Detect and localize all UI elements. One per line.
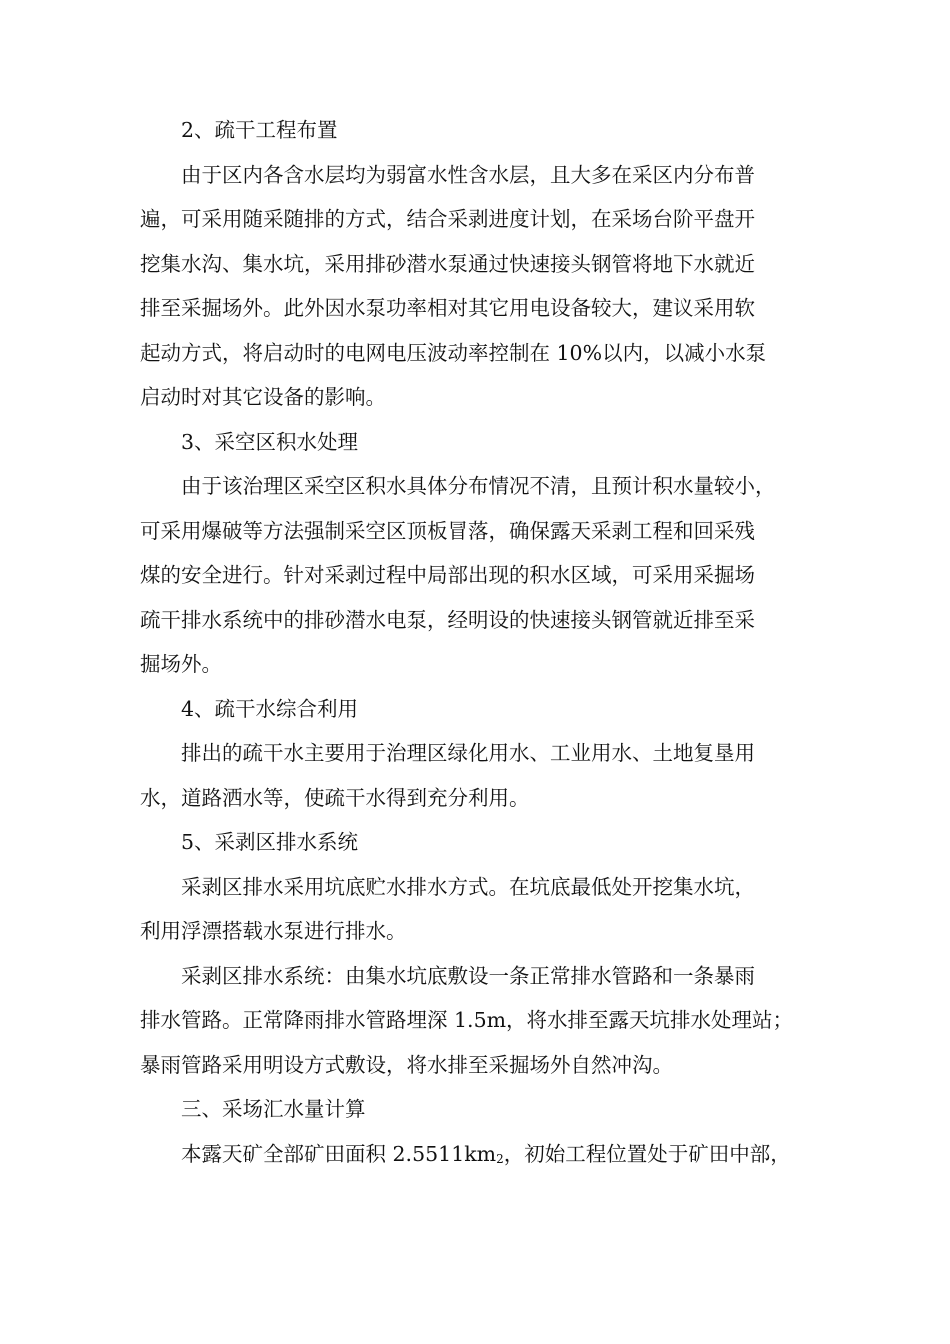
paragraph-pit-drainage bbox=[140, 865, 820, 954]
paragraph-line: 起动方式，将启动时的电网电压波动率控制在 10%以内，以减小水泵 bbox=[140, 340, 767, 365]
paragraph-goaf-water bbox=[140, 464, 820, 687]
paragraph-line: 利用浮漂搭载水泵进行排水。 bbox=[140, 919, 407, 943]
paragraph-water-utilization bbox=[140, 731, 820, 820]
section-heading-three: 三、采场汇水量计算 bbox=[181, 1097, 366, 1121]
area-text-end: ，初始工程位置处于矿田中部， bbox=[503, 1141, 791, 1166]
paragraph-drainage-system bbox=[140, 954, 820, 1088]
paragraph-line: 遍，可采用随采随排的方式，结合采剥进度计划，在采场台阶平盘开 bbox=[140, 207, 755, 231]
area-unit-subscript: 2 bbox=[496, 1151, 504, 1166]
paragraph-line: 可采用爆破等方法强制采空区顶板冒落，确保露天采剥工程和回采残 bbox=[140, 518, 755, 543]
paragraph-line: 由于区内各含水层均为弱富水性含水层，且大多在采区内分布普 bbox=[181, 162, 755, 187]
paragraph-line: 由于该治理区采空区积水具体分布情况不清，且预计积水量较小， bbox=[181, 474, 776, 498]
section-heading-3: 3、采空区积水处理 bbox=[181, 429, 359, 454]
paragraph-line: 采剥区排水系统：由集水坑底敷设一条正常排水管路和一条暴雨 bbox=[181, 963, 755, 988]
paragraph-line: 启动时对其它设备的影响。 bbox=[140, 385, 386, 409]
paragraph-line: 排至采掘场外。此外因水泵功率相对其它用电设备较大，建议采用软 bbox=[140, 296, 755, 320]
paragraph-catchment bbox=[140, 1132, 820, 1182]
paragraph-line: 排出的疏干水主要用于治理区绿化用水、工业用水、土地复垦用 bbox=[181, 741, 755, 765]
paragraph-line: 水，道路洒水等，使疏干水得到充分利用。 bbox=[140, 785, 530, 810]
paragraph-line: 煤的安全进行。针对采剥过程中局部出现的积水区域，可采用采掘场 bbox=[140, 563, 755, 587]
paragraph-drainage-layout bbox=[140, 153, 820, 420]
paragraph-line: 采剥区排水采用坑底贮水排水方式。在坑底最低处开挖集水坑， bbox=[181, 874, 755, 899]
section-heading-2: 2、疏干工程布置 bbox=[181, 118, 338, 142]
section-heading-5: 5、采剥区排水系统 bbox=[181, 830, 359, 854]
paragraph-line: 挖集水沟、集水坑，采用排砂潜水泵通过快速接头钢管将地下水就近 bbox=[140, 251, 755, 276]
section-heading-4: 4、疏干水综合利用 bbox=[181, 696, 359, 721]
paragraph-line: 排水管路。正常降雨排水管路埋深 1.5m，将水排至露天坑排水处理站； bbox=[140, 1008, 794, 1032]
paragraph-line bbox=[140, 1132, 820, 1182]
area-text-start: 本露天矿全部矿田面积 2.5511km bbox=[181, 1141, 497, 1166]
paragraph-line: 疏干排水系统中的排砂潜水电泵，经明设的快速接头钢管就近排至采 bbox=[140, 607, 755, 632]
paragraph-line: 暴雨管路采用明设方式敷设，将水排至采掘场外自然冲沟。 bbox=[140, 1052, 673, 1077]
paragraph-line: 掘场外。 bbox=[140, 652, 222, 676]
document-page bbox=[140, 108, 820, 1181]
